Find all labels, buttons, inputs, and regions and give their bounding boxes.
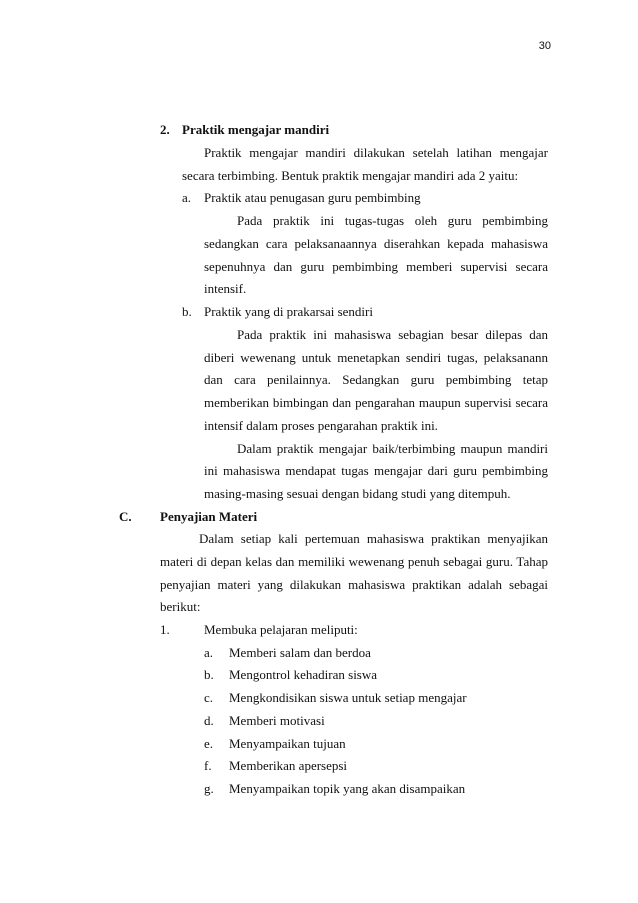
step-title: Membuka pelajaran meliputi: (204, 622, 358, 637)
paragraph-line: Praktik mengajar mandiri dilakukan setelah latihan mengajar (204, 145, 548, 160)
paragraph-line: intensif dalam proses pengarahan praktik ini. (204, 418, 438, 433)
paragraph-line: memberikan bimbingan dan pengarahan maupun supervisi secara (204, 395, 548, 410)
list-item: Menyampaikan topik yang akan disampaikan (229, 781, 466, 796)
section-c-letter: C. (119, 509, 132, 524)
list-marker: a. (182, 190, 192, 205)
paragraph-line: secara terbimbing. Bentuk praktik mengajar mandiri ada 2 yaitu: (182, 168, 519, 183)
step-number: 1. (160, 622, 170, 637)
paragraph-line: sepenuhnya dan guru pembimbing memberi supervisi secara (204, 259, 548, 274)
list-item: Memberi salam dan berdoa (229, 645, 371, 660)
paragraph-line: penyajian materi yang dilakukan mahasiswa praktikan adalah sebagai (160, 577, 548, 592)
paragraph-line: materi di depan kelas dan memiliki wewenang penuh sebagai guru. Tahap (160, 554, 548, 569)
paragraph-line: intensif. (204, 281, 247, 296)
list-item-title: Praktik atau penugasan guru pembimbing (204, 190, 421, 205)
paragraph-line: Pada praktik ini mahasiswa sebagian besar dilepas dan (237, 327, 548, 342)
paragraph-line: Dalam setiap kali pertemuan mahasiswa praktikan menyajikan (199, 531, 548, 546)
list-marker: c. (204, 690, 214, 705)
list-item: Memberikan apersepsi (229, 758, 348, 773)
list-marker: d. (204, 713, 214, 728)
list-item: Mengkondisikan siswa untuk setiap mengajar (229, 690, 467, 705)
section-c-title: Penyajian Materi (160, 509, 258, 524)
paragraph-line: diberi wewenang untuk menetapkan sendiri tugas, pelaksanann (204, 350, 548, 365)
list-marker: b. (182, 304, 192, 319)
list-marker: b. (204, 667, 214, 682)
paragraph-line: ini mahasiswa mendapat tugas mengajar dari guru pembimbing (204, 463, 548, 478)
paragraph-line: berikut: (160, 599, 201, 614)
page-number: 30 (538, 40, 551, 52)
paragraph-line: Pada praktik ini tugas-tugas oleh guru pembimbing (237, 213, 548, 228)
paragraph-line: sedangkan cara pelaksanaannya diserahkan kepada mahasiswa (204, 236, 548, 251)
paragraph-line: dan cara penilainnya. Sedangkan guru pembimbing tetap (204, 372, 548, 387)
paragraph-line: masing-masing sesuai dengan bidang studi yang ditempuh. (204, 486, 511, 501)
list-item-title: Praktik yang di prakarsai sendiri (204, 304, 373, 319)
list-marker: a. (204, 645, 214, 660)
list-item: Menyampaikan tujuan (229, 736, 346, 751)
list-marker: g. (204, 781, 214, 796)
section-2-number: 2. (160, 122, 170, 137)
section-2-title: Praktik mengajar mandiri (182, 122, 330, 137)
paragraph-line: Dalam praktik mengajar baik/terbimbing maupun mandiri (237, 441, 548, 456)
list-item: Mengontrol kehadiran siswa (229, 667, 378, 682)
list-item: Memberi motivasi (229, 713, 325, 728)
list-marker: f. (204, 758, 212, 773)
list-marker: e. (204, 736, 214, 751)
